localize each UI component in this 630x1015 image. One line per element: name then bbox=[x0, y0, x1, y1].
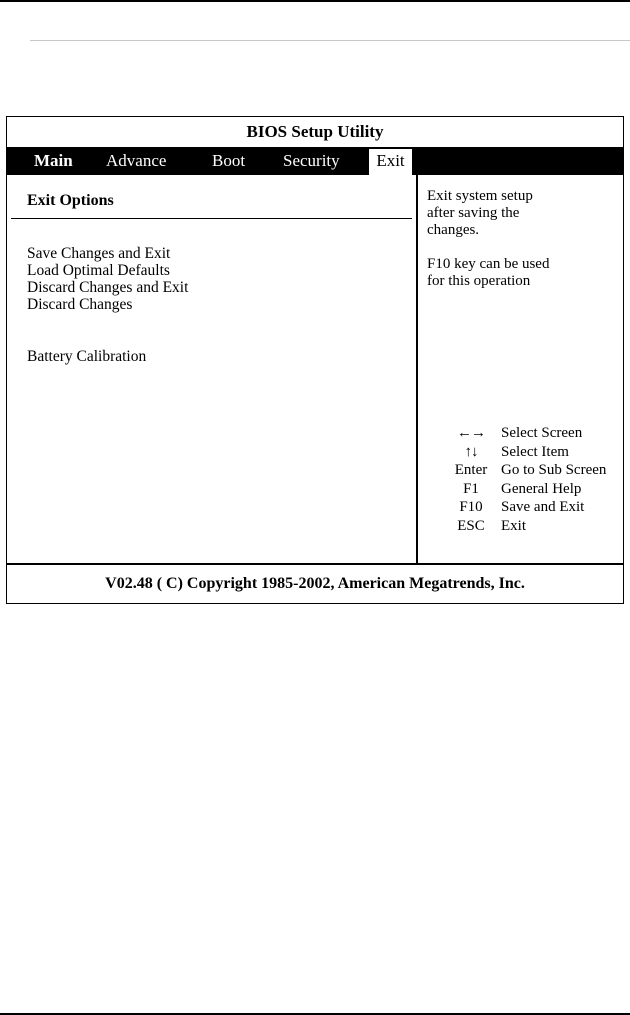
section-divider bbox=[11, 218, 412, 219]
key-label: F10 bbox=[459, 499, 483, 515]
tab-main[interactable]: Main bbox=[34, 151, 73, 170]
page-header-rule bbox=[30, 40, 630, 41]
bios-title: BIOS Setup Utility bbox=[246, 122, 384, 141]
option-discard-changes-and-exit[interactable]: Discard Changes and Exit bbox=[27, 279, 189, 296]
help-line: after saving the bbox=[427, 205, 520, 221]
key-row bbox=[427, 443, 622, 462]
key-label: ESC bbox=[457, 517, 485, 534]
key-description: Exit bbox=[501, 517, 526, 534]
bios-setup-window bbox=[6, 116, 624, 604]
copyright-footer: V02.48 ( C) Copyright 1985-2002, American Megatrends, Inc. bbox=[105, 575, 525, 592]
option-save-changes-and-exit[interactable]: Save Changes and Exit bbox=[27, 245, 171, 262]
menu-bar bbox=[7, 147, 623, 175]
tab-security[interactable]: Security bbox=[283, 151, 340, 170]
key-row bbox=[427, 461, 622, 480]
tab-exit[interactable]: Exit bbox=[369, 149, 412, 175]
help-line: F10 key can be used bbox=[427, 256, 550, 272]
key-legend bbox=[427, 424, 622, 535]
help-panel bbox=[427, 188, 617, 290]
option-battery-calibration[interactable]: Battery Calibration bbox=[27, 348, 147, 365]
up-down-arrows-icon: ↑↓ bbox=[464, 443, 478, 460]
option-load-optimal-defaults[interactable]: Load Optimal Defaults bbox=[27, 262, 170, 279]
option-discard-changes[interactable]: Discard Changes bbox=[27, 296, 133, 313]
key-description: Go to Sub Screen bbox=[501, 462, 607, 478]
key-row bbox=[427, 480, 622, 499]
key-row bbox=[427, 498, 622, 517]
key-description: General Help bbox=[501, 480, 582, 497]
key-label: Enter bbox=[454, 462, 488, 478]
key-description: Select Item bbox=[501, 443, 569, 460]
key-description: Save and Exit bbox=[501, 499, 585, 515]
tab-advance[interactable]: Advance bbox=[106, 151, 167, 170]
pane-divider bbox=[416, 175, 418, 563]
options-pane bbox=[7, 175, 416, 563]
key-row bbox=[427, 424, 622, 443]
key-description: Select Screen bbox=[501, 425, 583, 441]
help-line: Exit system setup bbox=[427, 188, 533, 204]
help-line: for this operation bbox=[427, 273, 531, 289]
key-label: F1 bbox=[463, 480, 479, 497]
help-line: changes. bbox=[427, 222, 480, 238]
tab-boot[interactable]: Boot bbox=[212, 151, 246, 170]
section-title: Exit Options bbox=[27, 192, 114, 209]
left-right-arrows-icon: ←→ bbox=[457, 425, 485, 441]
key-row bbox=[427, 517, 622, 536]
page-top-rule bbox=[0, 0, 630, 2]
